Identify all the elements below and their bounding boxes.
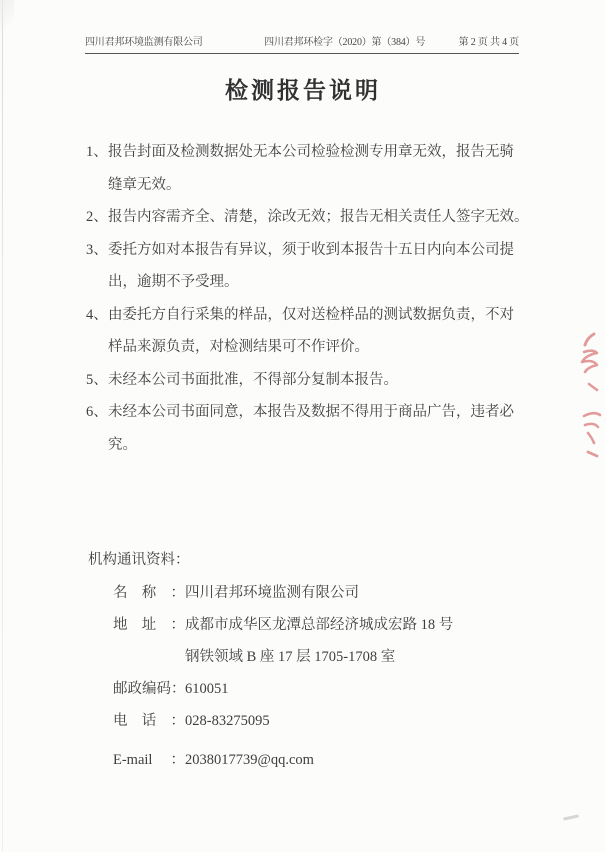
contact-row-name xyxy=(113,585,359,602)
note-number: 3、 xyxy=(86,241,108,258)
note-number: 4、 xyxy=(86,306,108,323)
header-doc-number: 四川君邦环检字（2020）第（384）号 xyxy=(264,37,426,48)
note-line: 报告内容需齐全、清楚，涂改无效；报告无相关责任人签字无效。 xyxy=(108,209,529,225)
page-title: 检测报告说明 xyxy=(225,78,381,103)
contact-value: 2038017739@qq.com xyxy=(185,752,314,768)
scan-corner-artifact xyxy=(0,0,14,40)
note-line: 未经本公司书面同意，本报告及数据不得用于商品广告，违者必 xyxy=(108,404,514,420)
contact-label: 电话： xyxy=(113,713,185,729)
contact-heading: 机构通讯资料： xyxy=(88,552,190,568)
header-company-name: 四川君邦环境监测有限公司 xyxy=(85,37,203,48)
note-line: 样品来源负责，对检测结果可不作评价。 xyxy=(108,339,369,355)
scan-edge-artifact xyxy=(2,0,3,852)
note-item xyxy=(86,299,546,364)
note-number: 1、 xyxy=(86,144,108,160)
header-page-indicator: 第 2 页 共 4 页 xyxy=(458,37,519,48)
note-number: 6、 xyxy=(86,404,108,420)
note-line: 委托方如对本报告有异议，须于收到本报告十五日内向本公司提 xyxy=(108,241,514,258)
note-line: 报告封面及检测数据处无本公司检验检测专用章无效，报告无骑 xyxy=(108,144,514,160)
contact-row-phone xyxy=(113,713,270,730)
note-line: 缝章无效。 xyxy=(108,176,181,193)
contact-row-address xyxy=(113,617,453,634)
note-line: 由委托方自行采集的样品，仅对送检样品的测试数据负责，不对 xyxy=(108,306,514,323)
note-item xyxy=(86,234,546,299)
contact-section xyxy=(86,552,556,792)
red-seal-edge-mark xyxy=(572,328,606,468)
note-number: 2、 xyxy=(86,209,108,225)
note-line: 未经本公司书面批准，不得部分复制本报告。 xyxy=(108,371,398,388)
note-number: 5、 xyxy=(86,371,108,388)
notes-list xyxy=(86,136,546,461)
note-line: 出，逾期不予受理。 xyxy=(108,274,239,290)
contact-value: 钢铁领域 B 座 17 层 1705-1708 室 xyxy=(185,649,396,665)
contact-label: 名称： xyxy=(113,585,185,601)
note-item xyxy=(86,201,546,234)
contact-label: 邮政编码： xyxy=(113,681,186,697)
note-line: 究。 xyxy=(108,436,137,453)
note-item xyxy=(86,396,546,461)
contact-label: 地址： xyxy=(113,617,185,633)
contact-value: 成都市成华区龙潭总部经济城成宏路 18 号 xyxy=(185,617,454,633)
scan-smudge-artifact xyxy=(563,814,579,820)
note-item xyxy=(86,364,546,397)
contact-label: E-mail ： xyxy=(113,752,185,768)
report-header xyxy=(85,33,519,54)
contact-row-postcode xyxy=(113,681,229,698)
contact-value: 028-83275095 xyxy=(185,713,270,729)
contact-row-email xyxy=(113,752,314,769)
contact-value: 四川君邦环境监测有限公司 xyxy=(185,585,359,601)
note-item xyxy=(86,136,546,201)
contact-row-address-line2 xyxy=(113,649,395,666)
contact-value: 610051 xyxy=(185,681,229,697)
